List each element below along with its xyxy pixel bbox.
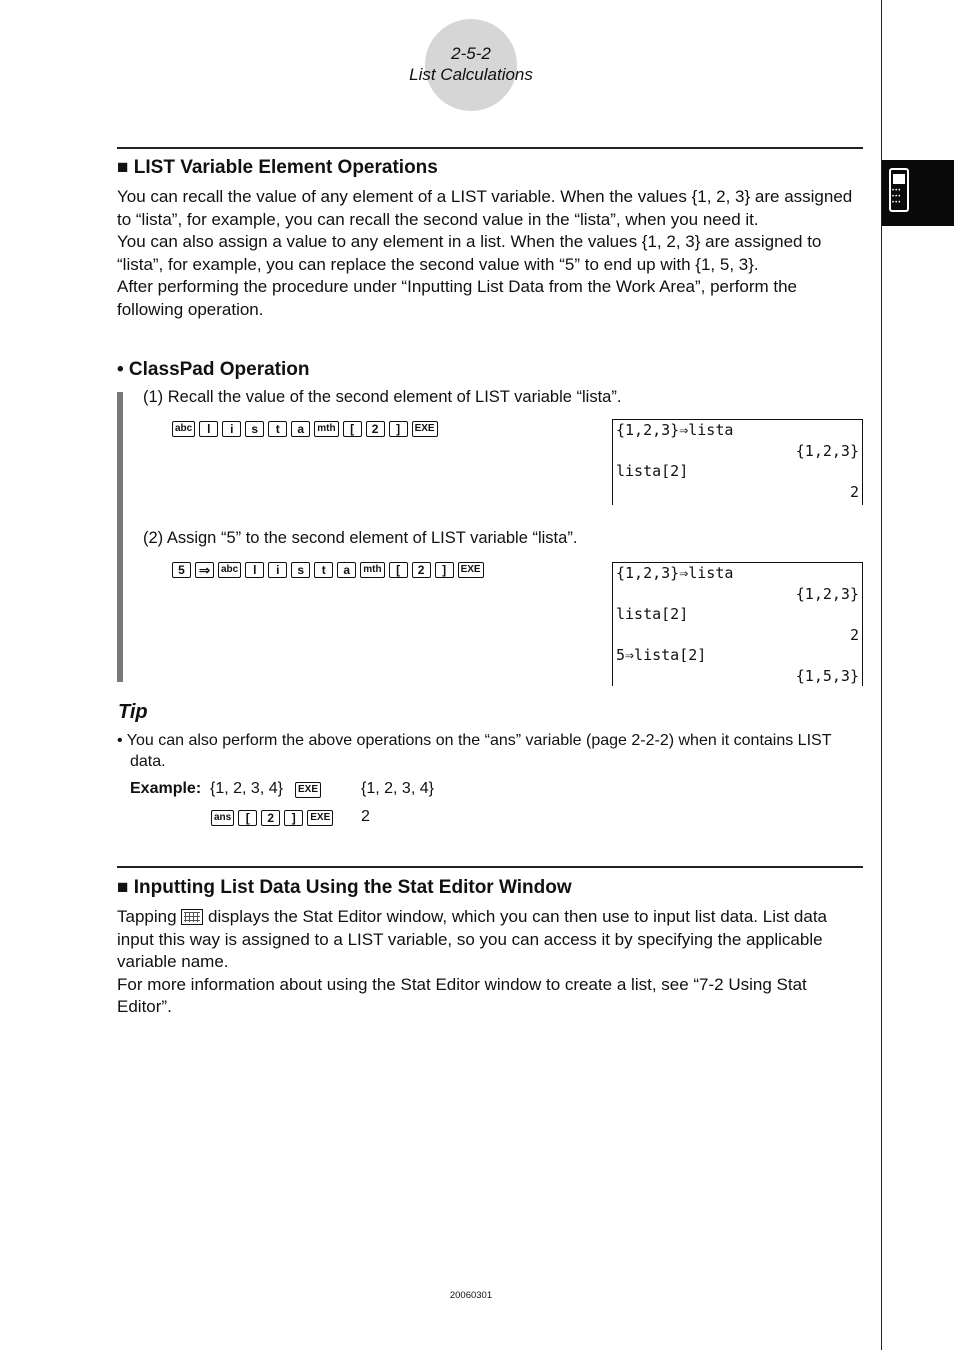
key-exe: EXE	[458, 562, 484, 578]
screen-line: {1,2,3}⇒lista	[616, 564, 734, 582]
key-s: s	[245, 421, 264, 437]
paragraph: For more information about using the Stat Editor window to create a list, see “7-2 Using Stat Editor”.	[117, 974, 807, 1017]
section-rule	[117, 147, 863, 149]
key-mth: mth	[360, 562, 384, 578]
step-1-key-sequence	[172, 420, 438, 438]
key-store: ⇒	[195, 562, 214, 578]
example-result-2: 2	[361, 808, 370, 825]
key-close-bracket: ]	[435, 562, 454, 578]
screen-line: {1,5,3}	[795, 666, 859, 685]
key-t: t	[314, 562, 333, 578]
page-number: 2-5-2	[451, 44, 491, 63]
section-title: List Calculations	[409, 65, 533, 84]
example-keys-1	[295, 781, 321, 799]
tip-bullet: • You can also perform the above operations on the “ans” variable (page 2-2-2) when it contains LIST data.	[117, 732, 832, 770]
calculator-icon-screen	[893, 174, 905, 184]
section-body	[117, 186, 865, 322]
operation-bar	[117, 392, 123, 682]
key-open-bracket: [	[238, 810, 257, 826]
key-t: t	[268, 421, 287, 437]
key-close-bracket: ]	[389, 421, 408, 437]
paragraph: You can also assign a value to any element in a list. When the values {1, 2, 3} are assigned to “lista”, for example, you can replace the second value with “5” to end up with {1, 5, 3}.	[117, 232, 822, 274]
key-i: i	[222, 421, 241, 437]
key-i: i	[268, 562, 287, 578]
screen-line: 5⇒lista[2]	[616, 646, 707, 665]
key-a: a	[337, 562, 356, 578]
key-open-bracket: [	[389, 562, 408, 578]
example-input: {1, 2, 3, 4}	[210, 780, 283, 797]
step-1-text: (1) Recall the value of the second element of LIST variable “lista”.	[143, 388, 622, 406]
screen-line: lista[2]	[616, 462, 689, 481]
key-2: 2	[412, 562, 431, 578]
section-body	[117, 906, 862, 1019]
key-close-bracket: ]	[284, 810, 303, 826]
section-heading: ■ LIST Variable Element Operations	[117, 157, 438, 178]
section-rule	[117, 866, 863, 868]
key-2: 2	[366, 421, 385, 437]
calculator-icon-keys: ••• ••• •••	[892, 188, 902, 206]
example-result-1: {1, 2, 3, 4}	[361, 780, 434, 797]
paragraph-start: Tapping	[117, 907, 177, 926]
step-2-screen	[612, 562, 863, 686]
key-open-bracket: [	[343, 421, 362, 437]
step-2-key-sequence	[172, 561, 484, 579]
paragraph	[117, 906, 862, 974]
key-l: l	[245, 562, 264, 578]
footer-code: 20060301	[449, 1290, 493, 1301]
stat-editor-icon	[181, 909, 203, 925]
key-5: 5	[172, 562, 191, 578]
paragraph-rest: displays the Stat Editor window, which you can then use to input list data. List data input this way is assigned to a LIST variable, so you can access it by specifying the applicable variable name.	[117, 907, 828, 972]
step-1-screen	[612, 419, 863, 505]
key-ans: ans	[211, 810, 234, 826]
key-2: 2	[261, 810, 280, 826]
example-label: Example:	[130, 780, 202, 797]
screen-line: {1,2,3}⇒lista	[616, 421, 734, 439]
tip-heading: Tip	[118, 701, 148, 723]
example-keys-2	[211, 809, 333, 827]
key-abc: abc	[218, 562, 241, 578]
key-exe: EXE	[295, 782, 321, 798]
key-s: s	[291, 562, 310, 578]
paragraph: You can recall the value of any element of a LIST variable. When the values {1, 2, 3} are assigned to “lista”, for example, you can recall the second value in the “lista”, when you need it.	[117, 187, 853, 229]
key-mth: mth	[314, 421, 338, 437]
screen-line: 2	[849, 482, 859, 501]
key-exe: EXE	[307, 810, 333, 826]
screen-line: lista[2]	[616, 605, 689, 624]
screen-line: {1,2,3}	[795, 584, 859, 603]
key-exe: EXE	[412, 421, 438, 437]
screen-line: 2	[849, 625, 859, 644]
key-a: a	[291, 421, 310, 437]
key-l: l	[199, 421, 218, 437]
paragraph: After performing the procedure under “Inputting List Data from the Work Area”, perform the following operation.	[117, 277, 798, 319]
operation-heading: • ClassPad Operation	[117, 359, 310, 380]
screen-line: {1,2,3}	[795, 441, 859, 460]
key-abc: abc	[172, 421, 195, 437]
section-heading: ■ Inputting List Data Using the Stat Editor Window	[117, 877, 572, 898]
step-2-text: (2) Assign “5” to the second element of LIST variable “lista”.	[143, 529, 578, 547]
